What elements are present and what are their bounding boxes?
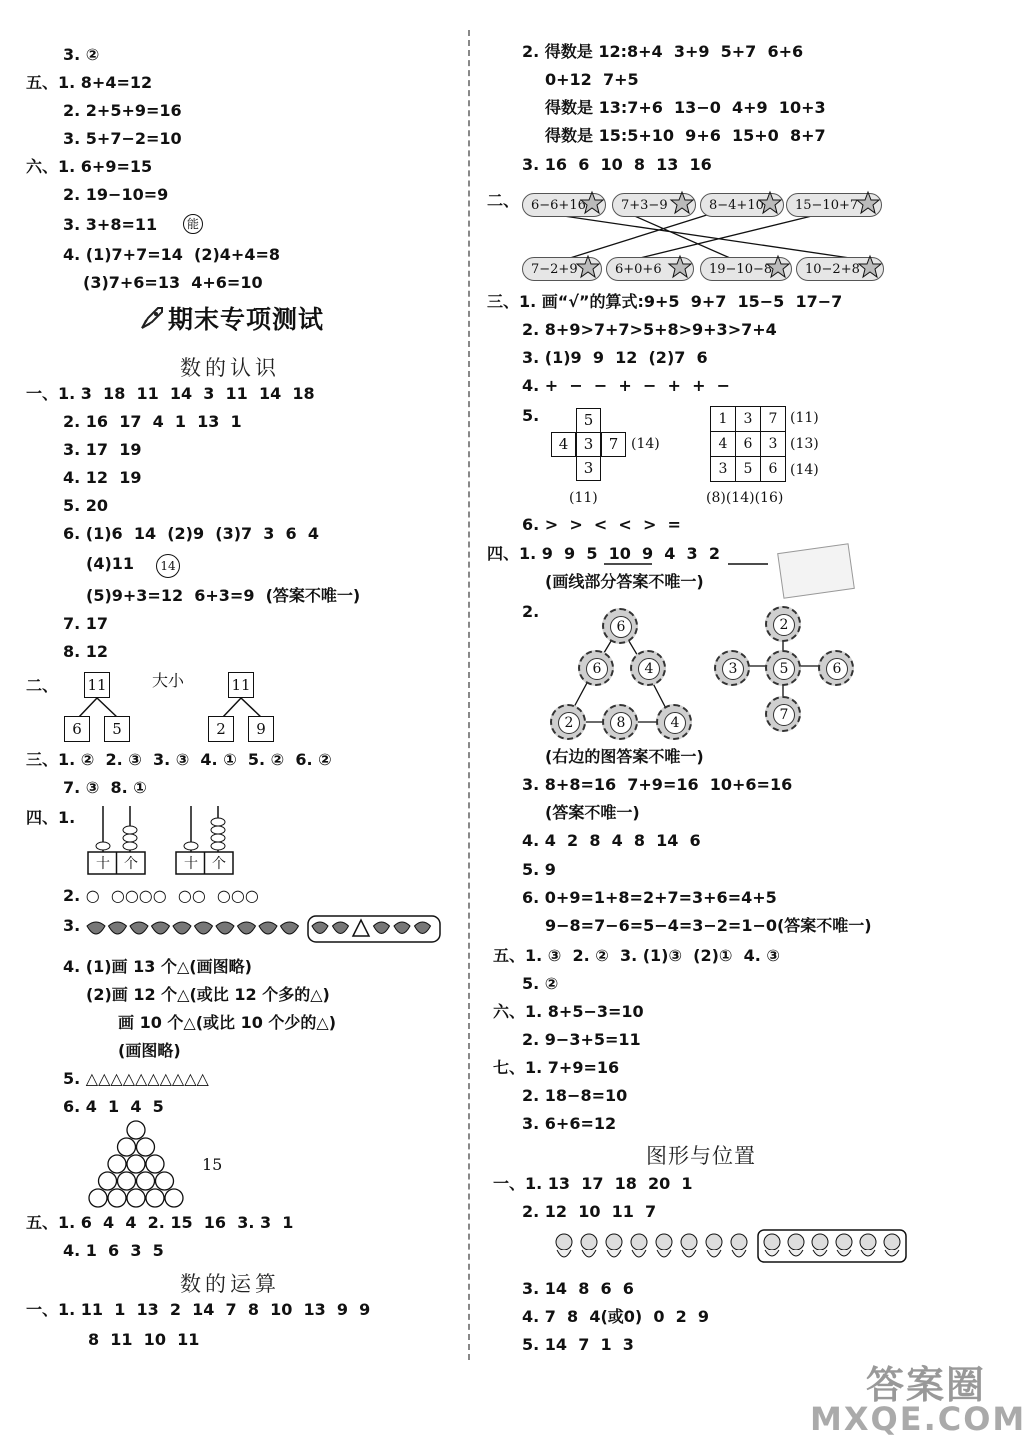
answer-line: 五、1. 8+4=12 <box>26 73 153 92</box>
circled-answer: 14 <box>156 554 180 578</box>
answer-line: 3. 17 19 <box>63 440 142 459</box>
sum-label: (13) <box>790 436 819 452</box>
answer-label: 5. <box>522 406 540 425</box>
answer-line: 画 10 个△(或比 10 个少的△) <box>118 1013 337 1032</box>
circled-answer: 能 <box>183 213 203 234</box>
abacus-label: 个 <box>212 856 226 872</box>
answer-line: 8 11 10 11 <box>88 1330 200 1349</box>
star-icon <box>766 255 790 279</box>
cell: 5 <box>736 457 761 482</box>
answer-line: 4. + − − + − + + − <box>522 376 731 395</box>
cell: 4 <box>711 432 736 457</box>
flower-node: 2 <box>765 606 801 642</box>
tree-top: 11 <box>84 672 110 698</box>
section-title: 图形与位置 <box>646 1144 756 1168</box>
answer-line: 4. (1)7+7=14 (2)4+4=8 <box>63 245 280 264</box>
column-divider <box>468 30 470 1360</box>
cell: 3 <box>576 432 601 457</box>
answer-line: 五、1. ③ 2. ② 3. (1)③ (2)① 4. ③ <box>493 946 780 965</box>
underline-marks <box>600 562 770 568</box>
star-icon <box>670 191 694 215</box>
cell: 1 <box>711 407 736 432</box>
star-icon <box>856 191 880 215</box>
answer-line: (2)画 12 个△(或比 12 个多的△) <box>86 985 330 1004</box>
answer-line: 8. 12 <box>63 642 109 661</box>
answer-line: 5. 9 <box>522 860 556 879</box>
cell: 7 <box>761 407 786 432</box>
expression-oval: 15−10+7 <box>786 193 882 217</box>
answer-line: 2. 得数是 12:8+4 3+9 5+7 6+6 <box>522 42 804 61</box>
circle-pyramid <box>86 1120 186 1212</box>
answer-line: 3. 14 8 6 6 <box>522 1279 634 1298</box>
cell: 3 <box>736 407 761 432</box>
answer-line: 3. 3+8=11 <box>63 215 158 234</box>
abacus-label: 十 <box>184 856 198 872</box>
answer-line: 2. ○ ○○○○ ○○ ○○○ <box>63 886 259 905</box>
tree-left: 2 <box>208 716 234 742</box>
star-icon <box>858 255 882 279</box>
answer-line: 4. 12 19 <box>63 468 142 487</box>
section-title: 数的认识 <box>180 356 280 380</box>
answer-line: 3. 8+8=16 7+9=16 10+6=16 <box>522 775 793 794</box>
sum-label: (8)(14)(16) <box>706 490 784 506</box>
answer-line: 得数是 13:7+6 13−0 4+9 10+3 <box>545 98 826 117</box>
answer-line: 6. 4 1 4 5 <box>63 1097 164 1116</box>
answer-line: (画图略) <box>118 1041 181 1060</box>
cell: 3 <box>761 432 786 457</box>
answer-line: 7. ③ 8. ① <box>63 778 147 797</box>
tree-right: 5 <box>104 716 130 742</box>
answer-line: (3)7+6=13 4+6=10 <box>83 273 263 292</box>
flower-node: 5 <box>765 650 801 686</box>
cell: 6 <box>736 432 761 457</box>
star-icon <box>668 255 692 279</box>
abacus-label: 个 <box>124 856 138 872</box>
expression-oval: 7+3−9 <box>612 193 696 217</box>
flower-node: 3 <box>714 650 750 686</box>
answer-line: 三、1. ② 2. ③ 3. ③ 4. ① 5. ② 6. ② <box>26 750 332 769</box>
section-title: 数的运算 <box>180 1272 280 1296</box>
answer-line: (画线部分答案不唯一) <box>545 572 704 591</box>
answer-line: 2. 9−3+5=11 <box>522 1030 641 1049</box>
sum-label: (11) <box>790 410 819 426</box>
sum-label: (11) <box>569 490 598 506</box>
answer-line: 一、1. 3 18 11 14 3 11 14 18 <box>26 384 315 403</box>
answer-line: (5)9+3=12 6+3=9 (答案不唯一) <box>86 586 361 605</box>
flower-node: 7 <box>765 696 801 732</box>
answer-line: 2. 18−8=10 <box>522 1086 628 1105</box>
flower-node: 6 <box>818 650 854 686</box>
answer-line: 四、1. 9 9 5 10 9 4 3 2 <box>487 544 720 563</box>
cell: 5 <box>576 408 601 433</box>
watermark-url: MXQE.COM <box>810 1400 1026 1438</box>
answer-line: 6. (1)6 14 (2)9 (3)7 3 6 4 <box>63 524 319 543</box>
sum-label: (14) <box>790 462 819 478</box>
answer-label: 四、1. <box>26 808 76 827</box>
answer-line: 4. 4 2 8 4 8 14 6 <box>522 831 701 850</box>
expression-oval: 10−2+8 <box>796 257 884 281</box>
answer-line: 6. > > < < > = <box>522 515 681 534</box>
expression-oval: 6+0+6 <box>606 257 694 281</box>
abacus-label: 十 <box>96 856 110 872</box>
answer-line: 一、1. 11 1 13 2 14 7 8 10 13 9 9 <box>26 1300 371 1319</box>
answer-line: 4. (1)画 13 个△(画图略) <box>63 957 252 976</box>
flower-node: 2 <box>550 704 586 740</box>
answer-label: 2. <box>522 602 540 621</box>
answer-line: 三、1. 画“√”的算式:9+5 9+7 15−5 17−7 <box>487 292 843 311</box>
star-icon <box>576 255 600 279</box>
answer-line: 2. 8+9>7+7>5+8>9+3>7+4 <box>522 320 777 339</box>
animals-row <box>550 1228 910 1268</box>
answer-line: 3. ② <box>63 45 100 64</box>
tree-right: 9 <box>248 716 274 742</box>
tree-left: 6 <box>64 716 90 742</box>
expression-oval: 19−10−8 <box>700 257 792 281</box>
answer-text: 大小 <box>152 671 185 690</box>
answer-line: 4. 1 6 3 5 <box>63 1241 164 1260</box>
expression-oval: 6−6+16 <box>522 193 606 217</box>
flower-node: 4 <box>656 704 692 740</box>
magic-grid <box>710 406 786 482</box>
flower-node: 6 <box>602 608 638 644</box>
cell: 6 <box>761 457 786 482</box>
answer-line: 六、1. 6+9=15 <box>26 157 153 176</box>
answer-line: 六、1. 8+5−3=10 <box>493 1002 644 1021</box>
cell: 4 <box>551 432 576 457</box>
answer-text: 15 <box>202 1155 223 1174</box>
answer-label: 二、 <box>26 676 59 695</box>
answer-line: 6. 0+9=1+8=2+7=3+6=4+5 <box>522 888 777 907</box>
answer-label: 二、 <box>487 191 520 210</box>
answer-line: 4. 7 8 4(或0) 0 2 9 <box>522 1307 710 1326</box>
answer-line: 7. 17 <box>63 614 109 633</box>
sum-label: (14) <box>631 436 660 452</box>
answer-line: (右边的图答案不唯一) <box>545 747 704 766</box>
answer-line: (4)11 <box>86 554 135 573</box>
rocket-icon <box>138 304 166 332</box>
answer-line: 得数是 15:5+10 9+6 15+0 8+7 <box>545 126 826 145</box>
answer-line: (答案不唯一) <box>545 803 640 822</box>
answer-line: 2. 12 10 11 7 <box>522 1202 657 1221</box>
expression-oval: 8−4+10 <box>700 193 784 217</box>
answer-line: 5. 20 <box>63 496 109 515</box>
answer-line: 5. 14 7 1 3 <box>522 1335 634 1354</box>
star-icon <box>758 191 782 215</box>
cell: 3 <box>576 456 601 481</box>
star-icon <box>580 191 604 215</box>
cell: 7 <box>601 432 626 457</box>
answer-line: 5. △△△△△△△△△△ <box>63 1069 209 1088</box>
answer-line: 七、1. 7+9=16 <box>493 1058 620 1077</box>
answer-line: 3. 5+7−2=10 <box>63 129 182 148</box>
answer-label: 3. <box>63 916 81 935</box>
expression-oval: 7−2+9 <box>522 257 602 281</box>
strawberries-row <box>86 914 446 946</box>
answer-line: 2. 16 17 4 1 13 1 <box>63 412 242 431</box>
answer-line: 2. 2+5+9=16 <box>63 101 182 120</box>
answer-line: 9−8=7−6=5−4=3−2=1−0(答案不唯一) <box>545 916 872 935</box>
flower-node: 8 <box>602 704 638 740</box>
answer-line: 3. (1)9 9 12 (2)7 6 <box>522 348 708 367</box>
answer-line: 2. 19−10=9 <box>63 185 169 204</box>
stamp-icon <box>777 543 855 599</box>
answer-line: 5. ② <box>522 974 559 993</box>
cell: 3 <box>711 457 736 482</box>
answer-line: 3. 6+6=12 <box>522 1114 617 1133</box>
flower-node: 6 <box>578 650 614 686</box>
tree-top: 11 <box>228 672 254 698</box>
answer-line: 五、1. 6 4 4 2. 15 16 3. 3 1 <box>26 1213 294 1232</box>
watermark-logo: 答案圈 <box>866 1363 987 1407</box>
answer-line: 3. 16 6 10 8 13 16 <box>522 155 712 174</box>
flower-node: 4 <box>630 650 666 686</box>
answer-line: 0+12 7+5 <box>545 70 639 89</box>
banner-title: 期末专项测试 <box>168 305 325 334</box>
answer-line: 一、1. 13 17 18 20 1 <box>493 1174 693 1193</box>
